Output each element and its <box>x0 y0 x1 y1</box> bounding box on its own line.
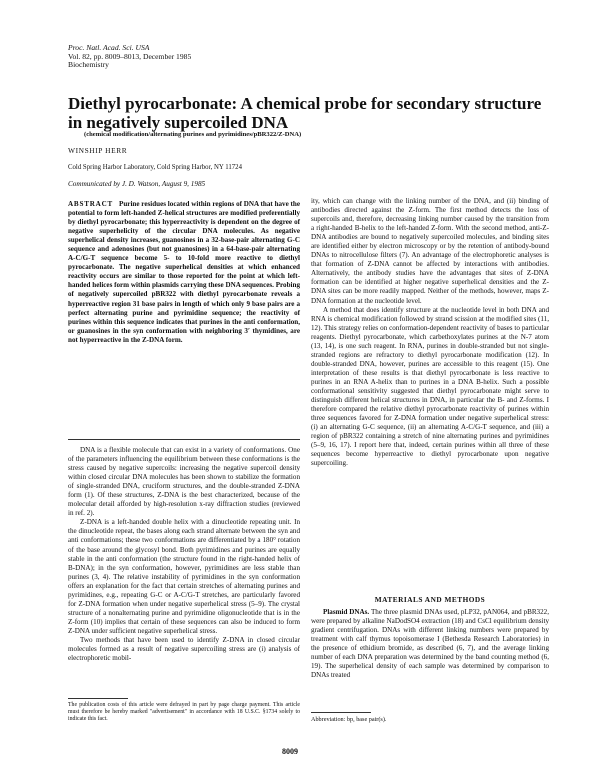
methods-paragraph <box>311 608 549 680</box>
journal-name: Proc. Natl. Acad. Sci. USA <box>68 43 150 52</box>
abstract <box>68 200 300 345</box>
abstract-label: ABSTRACT <box>68 200 114 208</box>
paragraph: A method that does identify structure at the nucleotide level in both DNA and RNA is chemical modification followed by strand scission at the modified sites (11, 12). This strategy relies on conformation-dependent reactivity of bases to particular reagents. Diethyl pyrocarbonate, which carbethoxylates purines at the N-7 atom (13, 14), is one such reagent. In RNA, purines in double-stranded but not single-stranded regions are refractory to diethyl pyrocarbonate modification (12). In double-stranded DNA, however, purines are accessible to this reagent (15). One interpretation of these results is that diethyl pyrocarbonate is less reactive to purines in an RNA A-helix than to purines in a DNA B-helix. Such a possible conformational sensitivity suggested that diethyl pyrocarbonate might serve to distinguish different helical structures in DNA, in particular the B- and Z-forms. I therefore compared the relative diethyl pyrocarbonate reactivity of purines within three sequences favored for Z-DNA formation under negative superhelical stress: (i) an alternating G-C sequence, (ii) an alternating A-C/G-T sequence, and (iii) a region of pBR322 containing a stretch of nine alternating purines and pyrimidines (5–9, 16, 17). I report here that, indeed, certain purines within all three of these sequences become hyperreactive to diethyl pyrocarbonate upon negative supercoiling. <box>311 305 549 468</box>
paragraph: Z-DNA is a left-handed double helix with a dinucleotide repeating unit. In the dinucleotide repeat, the bases along each strand alternate between the syn and anti conformations; these two conformations are differentiated by a 180° rotation of the base around the glycosyl bond. Both pyrimidines and purines are equally stable in the anti conformation (the structure found in the right-handed helix of B-DNA); in the syn conformation, however, pyrimidines are less stable than purines (3, 4). The relative instability of pyrimidines in the syn conformation offers an explanation for the fact that certain stretches of alternating purines and pyrimidines, e.g., repeating G-C or A-C/G-T stretches, are particularly favored for Z-DNA formation when under negative superhelical stress (5–9). The crystal structure of a nonalternating purine and pyrimidine oligonucleotide that is in the Z-form (10) implies that certain of these sequences can also be induced to form Z-DNA under sufficient negative superhelical stress. <box>68 518 300 635</box>
body-left-column <box>68 446 300 663</box>
journal-header <box>68 44 191 70</box>
paragraph: Two methods that have been used to identify Z-DNA in closed circular molecules formed as a result of negative supercoiling stress are (i) analysis of electrophoretic mobil- <box>68 635 300 663</box>
section-heading: MATERIALS AND METHODS <box>374 595 486 604</box>
methods-subhead: Plasmid DNAs. <box>323 608 370 616</box>
footnote: The publication costs of this article were defrayed in part by page charge payment. This article must therefore be hereby marked "advertisement" in accordance with 18 U.S.C. §1734 solely to indicate this fact. <box>68 702 300 722</box>
paragraph: DNA is a flexible molecule that can exist in a variety of conformations. One of the parameters influencing the equilibrium between these conformations is the stress caused by negative supercoils: increasing the negative supercoil density within closed circular DNA molecules has been shown to stabilize the formation of single-stranded DNA, cruciform structures, and the double-stranded Z-DNA form (1). Of these structures, Z-DNA is the best characterized, because of the molecular detail afforded by high-resolution x-ray diffraction studies (reviewed in ref. 2). <box>68 446 300 518</box>
journal-volume: Vol. 82, pp. 8009–8013, December 1985 <box>68 51 192 61</box>
paragraph: ity, which can change with the linking number of the DNA, and (ii) binding of antibodies directed against the Z-form. The first method detects the loss of supercoils and, therefore, decreasing linking number caused by the transition from a right-handed B-helix to the left-handed Z-form. With the second method, anti-Z-DNA antibodies are bound to negatively supercoiled molecules, and binding sites are identified either by electron microscopy or by the retention of antibody-bound DNAs to nitrocellulose filters (7). An advantage of the electrophoretic analyses is that formation of Z-DNA cannot be affected by interactions with antibodies. Alternatively, the antibody studies have the advantages that sites of Z-DNA formation can be identified at higher negative superhelical densities and the Z-DNA sites can be more readily mapped. Neither of the methods, however, maps Z-DNA formation at the nucleotide level. <box>311 197 549 305</box>
download-watermark <box>7 640 15 770</box>
journal-section: Biochemistry <box>68 60 109 70</box>
page-number: 8009 <box>282 747 298 756</box>
abbrev-divider <box>311 712 371 713</box>
communicated-line: Communicated by J. D. Watson, August 9, 1985 <box>68 180 206 188</box>
keywords: (chemical modification/alternating purines and pyrimidines/pBR322/Z-DNA) <box>84 131 302 138</box>
footnote-divider <box>68 698 128 699</box>
abbreviation-note: Abbreviation: bp, base pair(s). <box>311 716 387 723</box>
methods-text: The three plasmid DNAs used, pLP32, pAN064, and pBR322, were prepared by alkaline NaDodSO4 extraction (18) and CsCl equilibrium density gradient centrifugation. DNAs with different linking numbers were prepared by treatment with calf thymus topoisomerase I (Bethesda Research Laboratories) in the presence of ethidium bromide, as described (6, 7), and the average linking number of each DNA preparation was determined by the band counting method (6, 19). The superhelical density of each sample was determined by comparison to DNAs treated <box>311 608 549 680</box>
article-title: Diethyl pyrocarbonate: A chemical probe for secondary structure in negatively supercoiled DNA <box>68 94 542 132</box>
abstract-text: Purine residues located within regions of DNA that have the potential to form left-handed Z-helical structures are modified preferentially by diethyl pyrocarbonate; this hyperreactivity is dependent on the degree of negative superhelicity of the circular DNA molecules. As negative superhelical density increases, guanosines in a 32-base-pair alternating G-C sequence and adenosines (but not guanosines) in a 64-base-pair alternating A-C/G-T sequence become 5- to 10-fold more reactive to diethyl pyrocarbonate. The negative superhelical densities at which enhanced reactivity occurs are similar to those reported for the point at which left-handed helices form within plasmids carrying these DNA sequences. Probing of negatively supercoiled pBR322 with diethyl pyrocarbonate reveals a hyperreactive region 31 base pairs in length of which only 9 base pairs are a perfect alternating purine and pyrimidine sequence; the reactivity of purines within this sequence indicates that purines in the anti conformation, or guanosines in the syn conformation with neighboring 3′ thymidines, are not hyperreactive in the Z-DNA form. <box>68 200 301 344</box>
body-right-column <box>311 197 549 468</box>
author: WINSHIP HERR <box>68 146 128 155</box>
affiliation: Cold Spring Harbor Laboratory, Cold Spring Harbor, NY 11724 <box>68 164 242 171</box>
abstract-divider <box>68 439 300 440</box>
